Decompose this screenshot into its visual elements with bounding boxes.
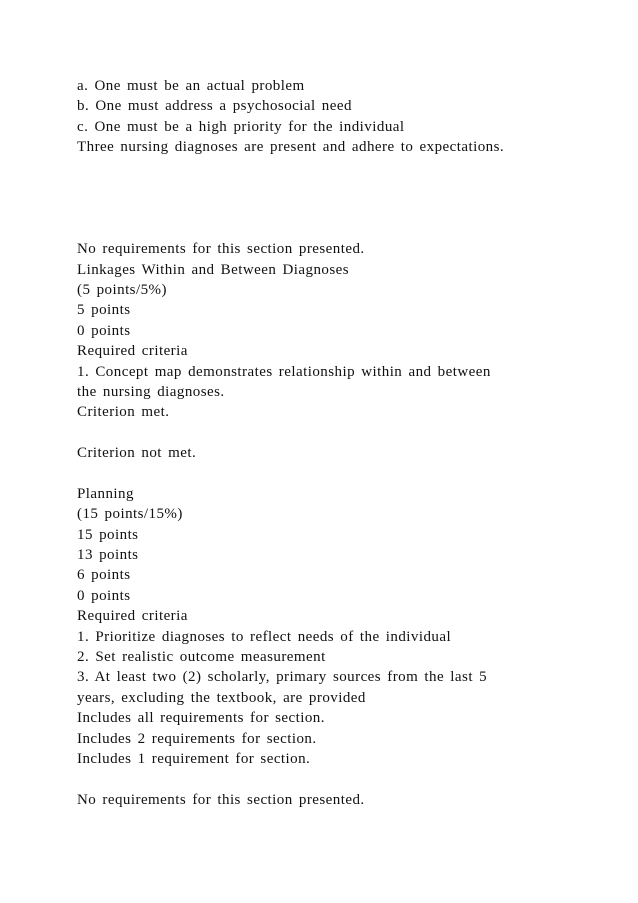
text-line: No requirements for this section presented. [77, 241, 365, 258]
text-line: 5 points [77, 302, 131, 319]
text-line: b. One must address a psychosocial need [77, 98, 352, 115]
text-line: 0 points [77, 587, 131, 604]
text-line: Includes 1 requirement for section. [77, 750, 311, 767]
text-line: (5 points/5%) [77, 281, 167, 298]
text-line: c. One must be a high priority for the individual [77, 118, 405, 135]
text-line: 6 points [77, 567, 131, 584]
text-line: 13 points [77, 547, 139, 564]
text-line: 0 points [77, 322, 131, 339]
paragraph-spacer [77, 769, 617, 789]
text-line: 1. Concept map demonstrates relationship within and between [77, 363, 491, 380]
text-line: Required criteria [77, 343, 188, 360]
section-heading: Linkages Within and Between Diagnoses [77, 261, 350, 278]
text-line: Required criteria [77, 608, 188, 625]
text-line: 3. At least two (2) scholarly, primary sources from the last 5 [77, 669, 488, 686]
text-line: No requirements for this section presented. [77, 791, 365, 808]
text-line: (15 points/15%) [77, 506, 183, 523]
text-line: Includes all requirements for section. [77, 710, 325, 727]
text-line: 2. Set realistic outcome measurement [77, 648, 326, 665]
text-line: years, excluding the textbook, are provided [77, 689, 366, 706]
text-line: Includes 2 requirements for section. [77, 730, 317, 747]
text-line: 1. Prioritize diagnoses to reflect needs of the individual [77, 628, 452, 645]
paragraph-spacer [77, 423, 617, 443]
text-line: Criterion met. [77, 404, 170, 421]
paragraph-spacer [77, 463, 617, 483]
text-line: the nursing diagnoses. [77, 383, 225, 400]
text-line: Three nursing diagnoses are present and adhere to expectations. [77, 139, 505, 156]
paragraph-spacer [77, 158, 617, 240]
section-heading: Planning [77, 485, 134, 502]
text-line: Criterion not met. [77, 445, 197, 462]
document-page [77, 76, 617, 810]
text-line: 15 points [77, 526, 139, 543]
text-line: a. One must be an actual problem [77, 78, 305, 94]
